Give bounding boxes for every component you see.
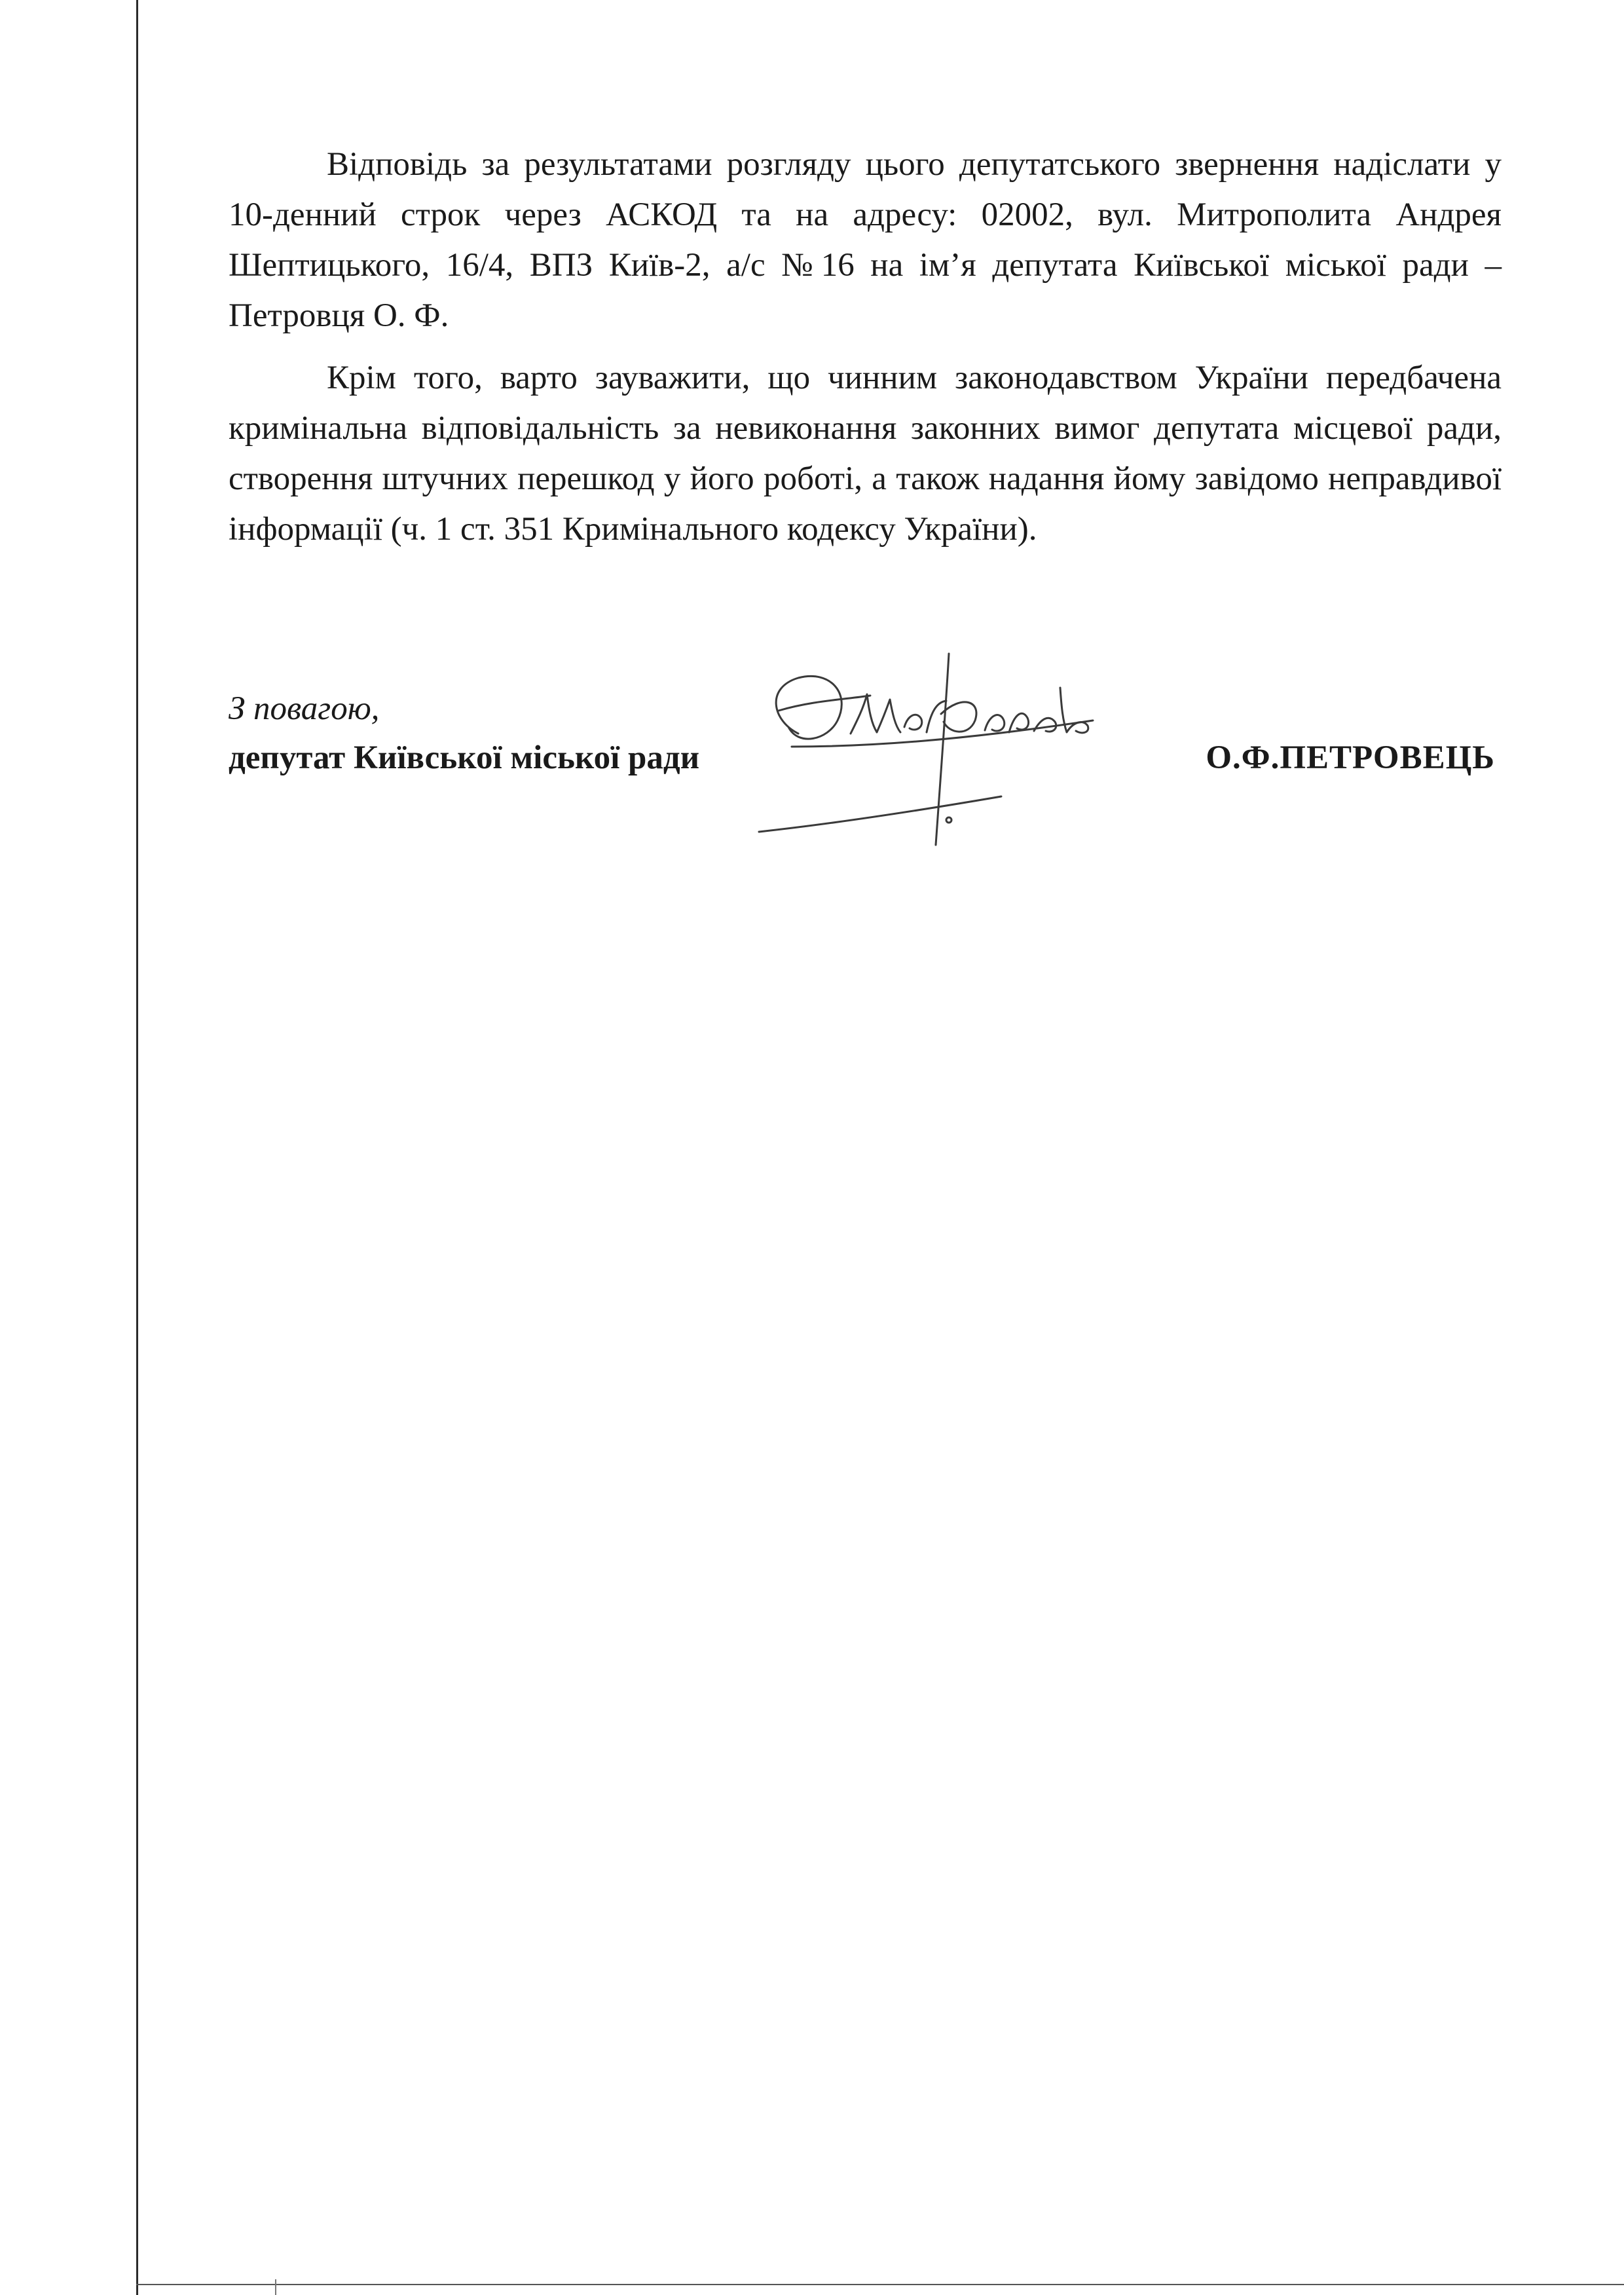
signer-position: депутат Київської міської ради <box>229 739 700 776</box>
paragraph-criminal-liability: Крім того, варто зауважити, що чинним законодавством України передбачена кримінальна відповідальність за невиконання законних вимог депутата місцевої ради, створення штучних перешкод у його роботі, а також надання йому завідомо неправдивої інформації (ч. 1 ст. 351 Кримінального кодексу України). <box>229 360 1502 548</box>
scan-edge-left <box>136 0 138 2295</box>
scan-edge-bottom <box>136 2284 1624 2285</box>
closing-regards: З повагою, <box>229 690 380 727</box>
document-body <box>229 140 1502 555</box>
scan-tick <box>275 2279 276 2295</box>
handwritten-signature <box>752 648 1119 871</box>
paragraph-response-instructions: Відповідь за результатами розгляду цього депутатського звернення надіслати у 10-денний строк через АСКОД та на адресу: 02002, вул. Митрополита Андрея Шептицького, 16/4, ВПЗ Київ-2, а/с №16 на ім’я депутата Київської міської ради – Петровця О. Ф. <box>229 146 1502 334</box>
signature-block <box>229 688 1502 858</box>
signer-name: О.Ф.ПЕТРОВЕЦЬ <box>1206 739 1495 776</box>
